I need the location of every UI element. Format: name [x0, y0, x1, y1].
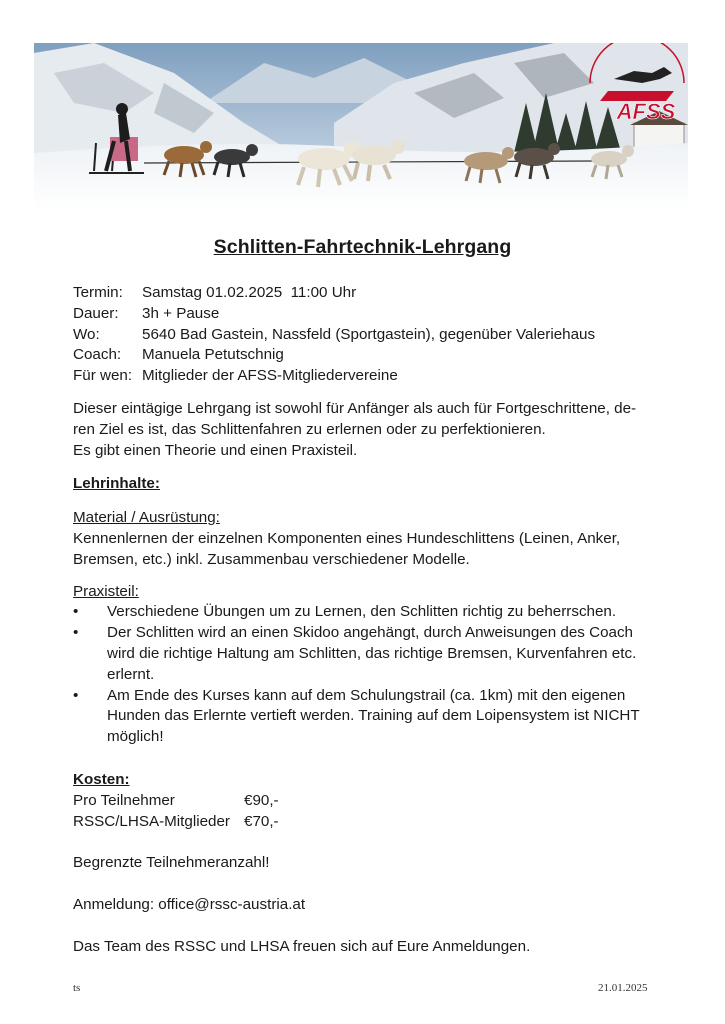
- material-line: Kennenlernen der einzelnen Komponenten eines Hundeschlittens (Leinen, Anker,: [73, 529, 621, 547]
- list-item-line: wird die richtige Haltung am Schlitten, das richtige Bremsen, Kurvenfahren etc.: [107, 644, 637, 662]
- list-item: [73, 623, 663, 685]
- material-section: [73, 508, 663, 570]
- intro-line: Es gibt einen Theorie und einen Praxisteil.: [73, 441, 358, 459]
- list-item-line: • Der Schlitten wird an einen Skidoo angehängt, durch Anweisungen des Coach: [107, 624, 633, 642]
- info-label-coach: Coach:: [73, 346, 122, 364]
- info-value-wo: 5640 Bad Gastein, Nassfeld (Sportgastein), gegenüber Valeriehaus: [142, 325, 596, 343]
- list-item-line: erlernt.: [107, 665, 155, 683]
- info-value-dauer: 3h + Pause: [142, 304, 220, 322]
- info-value-fuer-wen: Mitglieder der AFSS-Mitgliedervereine: [142, 367, 398, 385]
- registration-line: Anmeldung: office@rssc-austria.at: [73, 896, 306, 914]
- list-item-line: Hunden das Erlernte vertieft werden. Training auf dem Loipensystem ist NICHT: [107, 707, 640, 725]
- praxis-heading: Praxisteil:: [73, 582, 139, 600]
- sled-dog-team-photo: [34, 43, 688, 211]
- cost-price: €70,-: [244, 812, 279, 830]
- kosten-section: [73, 770, 663, 832]
- intro-line: ren Ziel es ist, das Schlittenfahren zu erlernen oder zu perfektionieren.: [73, 420, 546, 438]
- cost-label: Pro Teilnehmer: [73, 791, 175, 809]
- info-label-wo: Wo:: [73, 325, 100, 343]
- svg-text:AFSS: AFSS: [616, 99, 676, 124]
- intro-line: Dieser eintägige Lehrgang ist sowohl für Anfänger als auch für Fortgeschrittene, de-: [73, 399, 637, 417]
- intro-paragraph: [73, 399, 663, 461]
- cost-label: RSSC/LHSA-Mitglieder: [73, 812, 230, 830]
- list-item-line: • Am Ende des Kurses kann auf dem Schulungstrail (ca. 1km) mit den eigenen: [107, 686, 626, 704]
- info-table: [73, 283, 663, 387]
- list-item-line: möglich!: [107, 728, 164, 746]
- info-value-termin: Samstag 01.02.2025 11:00 Uhr: [142, 284, 357, 301]
- info-label-fuer-wen: Für wen:: [73, 367, 133, 385]
- closing-line: Das Team des RSSC und LHSA freuen sich auf Eure Anmeldungen.: [73, 937, 531, 955]
- praxis-list: [73, 602, 663, 748]
- kosten-heading: Kosten:: [73, 770, 130, 788]
- footer-initials: ts: [73, 982, 81, 994]
- list-item: [73, 602, 663, 623]
- cost-price: €90,-: [244, 791, 279, 809]
- praxis-section: [73, 582, 663, 748]
- limited-notice: Begrenzte Teilnehmeranzahl!: [73, 854, 270, 872]
- cost-row: [73, 812, 663, 833]
- info-value-coach: Manuela Petutschnig: [142, 346, 284, 364]
- list-item-line: • Verschiedene Übungen um zu Lernen, den Schlitten richtig zu beherrschen.: [107, 603, 617, 621]
- info-label-termin: Termin:: [73, 284, 123, 301]
- material-line: Bremsen, etc.) inkl. Zusammenbau verschiedener Modelle.: [73, 550, 470, 568]
- banner-photo: [34, 43, 688, 211]
- page-title: Schlitten-Fahrtechnik-Lehrgang: [213, 236, 512, 258]
- list-item: [73, 686, 663, 748]
- document-body: [73, 283, 663, 958]
- cost-row: [73, 791, 663, 812]
- lehrinhalte-heading: Lehrinhalte:: [73, 475, 160, 493]
- info-label-dauer: Dauer:: [73, 304, 119, 322]
- footer-date: 21.01.2025: [598, 982, 648, 994]
- material-heading: Material / Ausrüstung:: [73, 509, 220, 527]
